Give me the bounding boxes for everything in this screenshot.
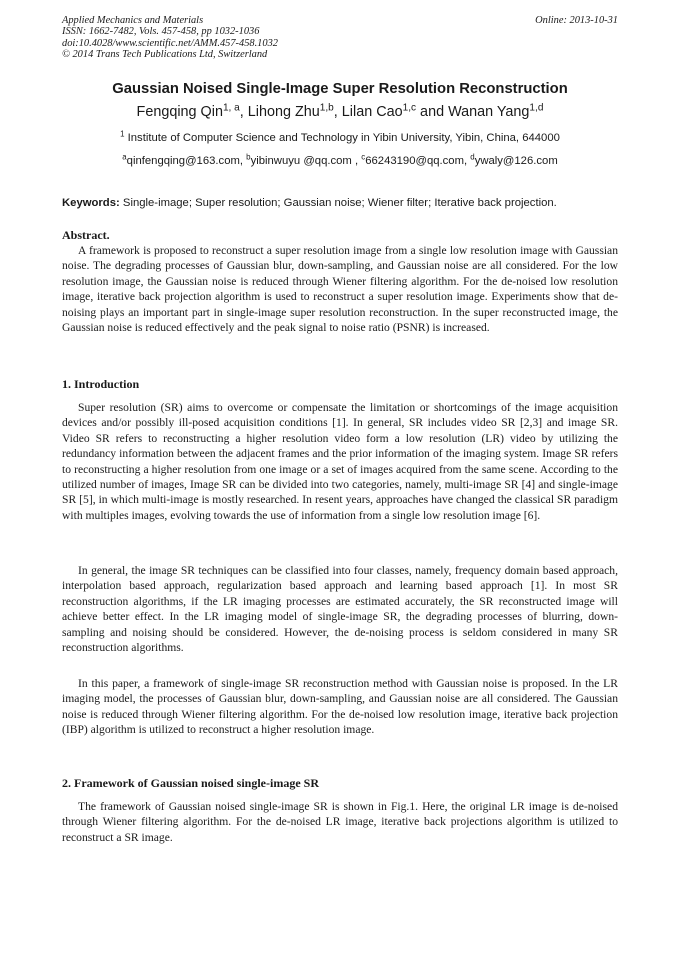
author-separator: , [333, 104, 342, 120]
doi-line: doi:10.4028/www.scientific.net/AMM.457-458.1032 [62, 37, 278, 49]
author-name: Lihong Zhu [247, 104, 320, 120]
author-separator: , [239, 104, 248, 120]
author-separator: and [416, 104, 449, 120]
affiliation-mark: 1 [120, 129, 125, 139]
abstract-text: A framework is proposed to reconstruct a super resolution image from a single low resolution image with Gaussian noise. The degrading processes of Gaussian blur, down-sampling, and Gaussian noise are all considered. For the low resolution image, the Gaussian noise is reduced through Wiener filtering algorithm. For the de-noised low resolution image, iterative back projection algorithm is used to reconstruct a super resolution image. Experiments show that de-noising plays an important part in single-image super resolution reconstruction. In the super reconstructed image, the Gaussian noise is reduced effectively and the peak signal to noise ratio (PSNR) is increased. [62, 244, 618, 335]
author-name: Wanan Yang [448, 104, 530, 120]
email-mark: d [470, 152, 475, 162]
online-date: Online: 2013-10-31 [535, 15, 618, 26]
affiliation-text: Institute of Computer Science and Technology in Yibin University, Yibin, China, 644000 [124, 132, 560, 144]
section-heading: 1. Introduction [62, 377, 140, 391]
email-address[interactable]: ywaly@126.com [474, 155, 558, 167]
author-name: Lilan Cao [341, 104, 403, 120]
email-address[interactable]: yibinwuyu @qq.com , [250, 155, 362, 167]
email-address[interactable]: qinfengqing@163.com, [126, 155, 247, 167]
email-address[interactable]: 66243190@qq.com, [365, 155, 471, 167]
journal-name: Applied Mechanics and Materials [62, 15, 204, 26]
email-mark: b [246, 152, 251, 162]
author-emails [62, 154, 618, 168]
paper-title: Gaussian Noised Single-Image Super Resolution Reconstruction [112, 81, 568, 97]
section-heading: 2. Framework of Gaussian noised single-image SR [62, 776, 320, 790]
body-paragraph: Super resolution (SR) aims to overcome or compensate the limitation or shortcomings of the image acquisition devices and/or possibly ill-posed acquisition conditions [1]. In general, SR includes video SR [2,3] and image SR. Video SR refers to reconstructing a higher resolution video form a low resolution (LR) video by utilizing the redundancy information between the adjacent frames and the prior information of the imaging system. Image SR refers to reconstructing a higher resolution from one image or a set of images acquired from the same scene. According to the utilized number of images, Image SR can be divided into two categories, namely, multi-image SR [4] and single-image SR [5], in which multi-image is mostly researched. In resent years, approaches have changed the classical SR paradigm with multiples images, evolving towards the use of information from a single low resolution image [6]. [62, 401, 618, 522]
keywords-label: Keywords: [62, 197, 120, 209]
author-affiliation-mark: 1,c [402, 102, 417, 114]
author-list [62, 103, 618, 121]
author-affiliation-mark: 1,d [529, 102, 544, 114]
copyright-line: © 2014 Trans Tech Publications Ltd, Switzerland [62, 48, 268, 60]
body-paragraph: In general, the image SR techniques can be classified into four classes, namely, frequency domain based approach, interpolation based approach, regularization based approach and learning based approach [1]. In most SR reconstruction algorithms, if the LR imaging processes are estimated accurately, the SR reconstructed image will achieve better effect. In the LR imaging model of single-image SR, the degrading processes of blurring, down-sampling and noising should be considered. However, the de-noising process is seldom considered in many SR reconstruction algorithms. [62, 564, 618, 655]
issn-line: ISSN: 1662-7482, Vols. 457-458, pp 1032-1036 [62, 26, 260, 38]
abstract-heading: Abstract. [62, 228, 110, 242]
keywords [62, 196, 618, 210]
author-affiliation-mark: 1, a [222, 102, 240, 114]
journal-header [62, 15, 618, 60]
email-mark: c [361, 152, 366, 162]
body-paragraph: The framework of Gaussian noised single-image SR is shown in Fig.1. Here, the original LR image is de-noised through Wiener filtering algorithm. For the de-noised LR image, iterative back projections algorithm is utilized to reconstruct a SR image. [62, 800, 618, 844]
affiliation [62, 131, 618, 145]
author-affiliation-mark: 1,b [319, 102, 334, 114]
body-paragraph: In this paper, a framework of single-image SR reconstruction method with Gaussian noise is proposed. In the LR imaging model, the processes of Gaussian blur, down-sampling, and Gaussian noise are all considered. The Gaussian noise is reduced through Wiener filtering algorithm. For the de-noised low resolution image, iterative back projection (IBP) algorithm is utilized to reconstruct a higher resolution image. [62, 677, 618, 737]
author-name: Fengqing Qin [136, 104, 223, 120]
keywords-text: Single-image; Super resolution; Gaussian noise; Wiener filter; Iterative back projection. [119, 197, 557, 209]
email-mark: a [122, 152, 127, 162]
